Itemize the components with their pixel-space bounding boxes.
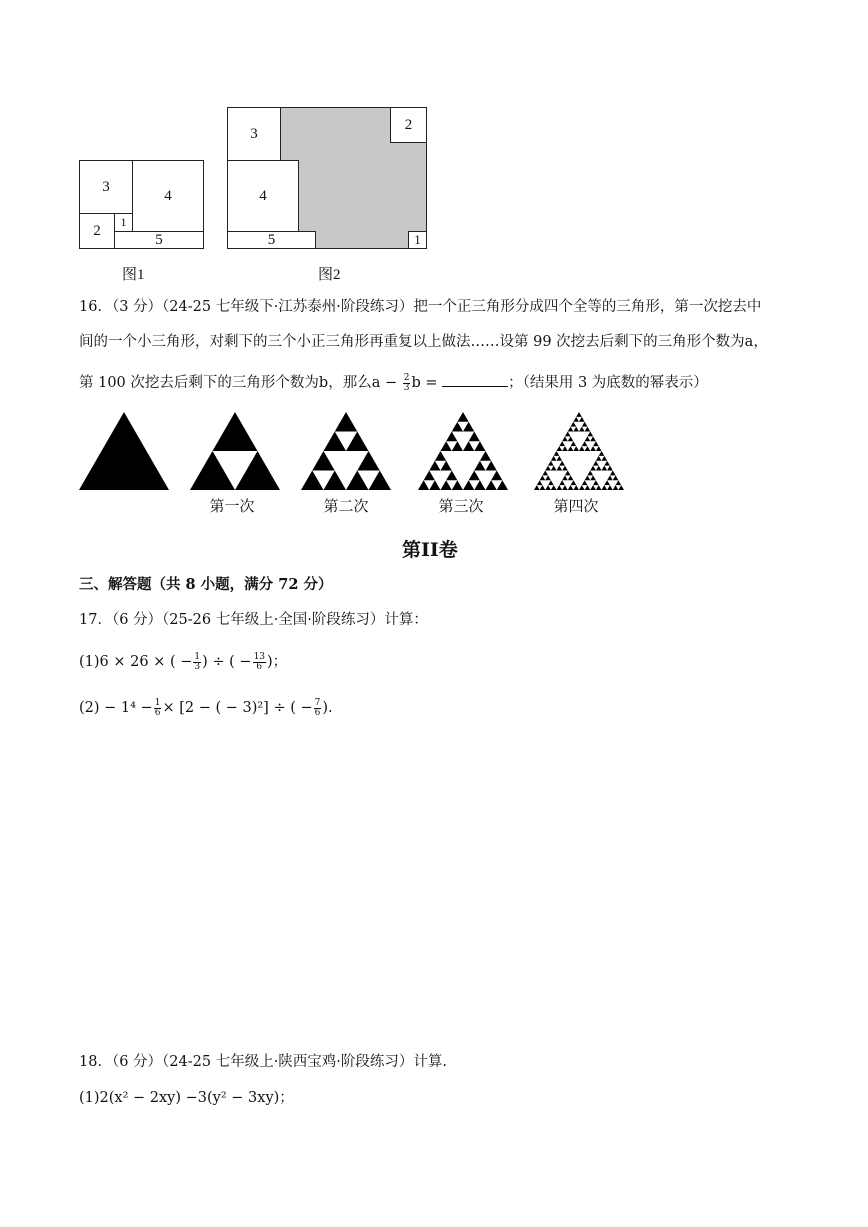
sierpinski-triangle bbox=[474, 461, 485, 471]
sierpinski-iteration-2 bbox=[301, 412, 391, 490]
sierpinski-triangle bbox=[610, 471, 616, 476]
sierpinski-triangle bbox=[602, 485, 608, 490]
sierpinski-triangle bbox=[576, 412, 582, 417]
sierpinski-triangle bbox=[486, 461, 497, 471]
sierpinski-triangle bbox=[562, 466, 568, 471]
q16-line-2: 间的一个小三角形，对剩下的三个小正三角形再重复以上做法……设第 99 次挖去后剩下的三角形个数为a， bbox=[79, 334, 768, 350]
sierpinski-triangle bbox=[582, 480, 588, 485]
square-4: 4 bbox=[227, 160, 299, 232]
sierpinski-triangle bbox=[429, 480, 440, 490]
sierpinski-triangle bbox=[571, 441, 577, 446]
sierpinski-triangle bbox=[562, 446, 568, 451]
sierpinski-triangle bbox=[568, 446, 574, 451]
sierpinski-triangle bbox=[324, 471, 347, 490]
sierpinski-triangle bbox=[463, 441, 474, 451]
sierpinski-triangle bbox=[579, 417, 585, 422]
sierpinski-triangle bbox=[457, 412, 468, 422]
sierpinski-triangle bbox=[551, 466, 557, 471]
sierpinski-triangle bbox=[602, 456, 608, 461]
sierpinski-triangle bbox=[573, 427, 579, 432]
sierpinski-triangle bbox=[599, 451, 605, 456]
sierpinski-iteration-3 bbox=[418, 412, 508, 490]
sierpinski-triangle bbox=[312, 451, 335, 470]
sierpinski-triangle bbox=[557, 456, 563, 461]
sierpinski-triangle bbox=[537, 480, 543, 485]
rect-5: 5 bbox=[227, 231, 316, 249]
sierpinski-triangle bbox=[548, 461, 554, 466]
sierpinski-triangle bbox=[213, 412, 258, 451]
sierpinski-triangle bbox=[562, 475, 568, 480]
fraction-thirteen-sixths: $\frac{13}{6}$ bbox=[253, 651, 266, 672]
sierpinski-triangle bbox=[579, 446, 585, 451]
sierpinski-triangle bbox=[562, 485, 568, 490]
sierpinski-caption-2: 第二次 bbox=[323, 497, 369, 515]
sierpinski-triangle bbox=[545, 485, 551, 490]
sierpinski-triangle bbox=[497, 480, 508, 490]
sierpinski-triangle bbox=[568, 436, 574, 441]
q17-header: 17．（6 分）（25-26 七年级上·全国·阶段练习）计算： bbox=[79, 612, 428, 628]
sierpinski-triangle bbox=[565, 432, 571, 437]
fraction-one-sixth: $\frac{1}{6}$ bbox=[154, 697, 161, 718]
sierpinski-triangle bbox=[559, 461, 565, 466]
sierpinski-triangle bbox=[79, 412, 169, 490]
sierpinski-triangle bbox=[463, 480, 474, 490]
sierpinski-triangle bbox=[559, 441, 565, 446]
sierpinski-triangle bbox=[602, 466, 608, 471]
sierpinski-triangle bbox=[486, 480, 497, 490]
figure-2 bbox=[227, 107, 427, 249]
sierpinski-triangle bbox=[301, 471, 324, 490]
sierpinski-triangle bbox=[469, 471, 480, 481]
sierpinski-triangle bbox=[596, 485, 602, 490]
sierpinski-triangle bbox=[579, 485, 585, 490]
sierpinski-triangle bbox=[590, 436, 596, 441]
q17-part-2: (2) − 1⁴ − $\frac{1}{6}$ × [2 − ( − 3)²] ÷ ( − $\frac{7}{6}$ ). bbox=[79, 697, 333, 718]
sierpinski-triangle bbox=[435, 451, 446, 461]
fraction-two-thirds: $\frac{2}{3}$ bbox=[403, 372, 410, 393]
sierpinski-triangle bbox=[562, 436, 568, 441]
sierpinski-triangle bbox=[554, 451, 560, 456]
sierpinski-triangle bbox=[607, 485, 613, 490]
sierpinski-triangle bbox=[452, 422, 463, 432]
sierpinski-triangle bbox=[607, 466, 613, 471]
sierpinski-triangle bbox=[452, 480, 463, 490]
sierpinski-triangle bbox=[369, 471, 392, 490]
sierpinski-triangle bbox=[557, 466, 563, 471]
sierpinski-triangle bbox=[474, 480, 485, 490]
sierpinski-iteration-0 bbox=[79, 412, 169, 490]
square-3: 3 bbox=[227, 107, 281, 161]
sierpinski-iteration-1 bbox=[190, 412, 280, 490]
figure-2-caption: 图2 bbox=[318, 267, 341, 283]
square-4: 4 bbox=[132, 160, 204, 232]
sierpinski-triangle bbox=[452, 441, 463, 451]
sierpinski-triangle bbox=[596, 446, 602, 451]
expr-b: b = bbox=[411, 375, 443, 391]
sierpinski-triangle bbox=[480, 451, 491, 461]
sierpinski-triangle bbox=[585, 485, 591, 490]
fraction-seven-sixths: $\frac{7}{6}$ bbox=[314, 697, 321, 718]
sierpinski-triangle bbox=[474, 441, 485, 451]
sierpinski-triangle bbox=[491, 471, 502, 481]
sierpinski-triangle bbox=[446, 432, 457, 442]
sierpinski-triangle bbox=[463, 422, 474, 432]
sierpinski-triangle bbox=[596, 466, 602, 471]
sierpinski-triangle bbox=[604, 461, 610, 466]
sierpinski-triangle bbox=[587, 471, 593, 476]
sierpinski-caption-4: 第四次 bbox=[553, 497, 599, 515]
rect-5: 5 bbox=[114, 231, 204, 249]
sierpinski-triangle bbox=[571, 422, 577, 427]
sierpinski-caption-1: 第一次 bbox=[209, 497, 255, 515]
sierpinski-triangle bbox=[548, 480, 554, 485]
sierpinski-iteration-4 bbox=[534, 412, 624, 490]
q16-line-3: 第 100 次挖去后剩下的三角形个数为b，那么a − $\frac{2}{3}$ b = ；（结果用 3 为底数的幂表示） bbox=[79, 372, 708, 393]
sierpinski-triangle bbox=[613, 485, 619, 490]
sierpinski-triangle bbox=[534, 485, 540, 490]
answer-blank[interactable] bbox=[442, 372, 508, 387]
sierpinski-triangle bbox=[585, 475, 591, 480]
sierpinski-triangle bbox=[618, 485, 624, 490]
sierpinski-triangle bbox=[551, 456, 557, 461]
sierpinski-triangle bbox=[568, 475, 574, 480]
sierpinski-triangle bbox=[441, 480, 452, 490]
sierpinski-triangle bbox=[582, 441, 588, 446]
sierpinski-triangle bbox=[568, 485, 574, 490]
figure-1 bbox=[79, 160, 204, 249]
sierpinski-triangle bbox=[571, 480, 577, 485]
expr-a: a − bbox=[371, 375, 402, 391]
sierpinski-triangle bbox=[568, 427, 574, 432]
sierpinski-triangle bbox=[616, 480, 622, 485]
sierpinski-triangle bbox=[346, 432, 369, 451]
sierpinski-triangle bbox=[585, 446, 591, 451]
section-3-heading: 三、解答题（共 8 小题，满分 72 分） bbox=[79, 576, 333, 593]
square-2: 2 bbox=[390, 107, 427, 143]
sierpinski-triangle bbox=[590, 475, 596, 480]
sierpinski-triangle bbox=[335, 412, 358, 431]
sierpinski-triangle bbox=[324, 432, 347, 451]
q18-header: 18．（6 分）（24-25 七年级上·陕西宝鸡·阶段练习）计算. bbox=[79, 1054, 448, 1070]
sierpinski-triangle bbox=[545, 475, 551, 480]
sierpinski-triangle bbox=[429, 461, 440, 471]
sierpinski-triangle bbox=[424, 471, 435, 481]
sierpinski-triangle bbox=[418, 480, 429, 490]
sierpinski-triangle bbox=[587, 432, 593, 437]
sierpinski-triangle bbox=[596, 456, 602, 461]
sierpinski-triangle bbox=[446, 471, 457, 481]
sierpinski-triangle bbox=[557, 485, 563, 490]
square-3: 3 bbox=[79, 160, 133, 214]
sierpinski-triangle bbox=[593, 441, 599, 446]
sierpinski-triangle bbox=[542, 471, 548, 476]
sierpinski-triangle bbox=[346, 471, 369, 490]
sierpinski-triangle bbox=[604, 480, 610, 485]
sierpinski-triangle bbox=[579, 427, 585, 432]
fraction-one-third: $\frac{1}{3}$ bbox=[194, 651, 201, 672]
sierpinski-triangle bbox=[585, 427, 591, 432]
sierpinski-triangle bbox=[235, 451, 280, 490]
variable-b: b bbox=[318, 375, 329, 391]
sierpinski-triangle bbox=[190, 451, 235, 490]
sierpinski-triangle bbox=[590, 485, 596, 490]
sierpinski-triangle bbox=[441, 461, 452, 471]
sierpinski-triangle bbox=[582, 422, 588, 427]
sierpinski-triangle bbox=[559, 480, 565, 485]
square-1: 1 bbox=[114, 213, 133, 232]
square-2: 2 bbox=[79, 213, 115, 249]
section-2-title: 第II卷 bbox=[402, 539, 458, 561]
sierpinski-triangle bbox=[590, 466, 596, 471]
sierpinski-triangle bbox=[593, 480, 599, 485]
sierpinski-triangle bbox=[357, 451, 380, 470]
sierpinski-triangle bbox=[557, 446, 563, 451]
figure-1-caption: 图1 bbox=[122, 267, 145, 283]
sierpinski-triangle bbox=[593, 461, 599, 466]
sierpinski-triangle bbox=[573, 446, 579, 451]
sierpinski-triangle bbox=[540, 475, 546, 480]
square-1: 1 bbox=[408, 231, 427, 249]
sierpinski-triangle bbox=[590, 446, 596, 451]
q16-line-1: 16．（3 分）（24-25 七年级下·江苏泰州·阶段练习）把一个正三角形分成四个全等的三角形，第一次挖去中 bbox=[79, 299, 762, 315]
sierpinski-triangle bbox=[613, 475, 619, 480]
sierpinski-caption-3: 第三次 bbox=[438, 497, 484, 515]
sierpinski-triangle bbox=[573, 417, 579, 422]
sierpinski-triangle bbox=[551, 485, 557, 490]
q18-part-1: (1)2(x² − 2xy) −3(y² − 3xy)； bbox=[79, 1090, 294, 1106]
sierpinski-triangle bbox=[565, 471, 571, 476]
sierpinski-triangle bbox=[441, 441, 452, 451]
sierpinski-triangle bbox=[573, 485, 579, 490]
sierpinski-triangle bbox=[469, 432, 480, 442]
q17-part-1: (1)6 × 26 × ( − $\frac{1}{3}$ ) ÷ ( − $\frac{13}{6}$ )； bbox=[79, 651, 288, 672]
sierpinski-triangle bbox=[585, 436, 591, 441]
sierpinski-triangle bbox=[607, 475, 613, 480]
variable-a: a bbox=[744, 334, 754, 350]
sierpinski-triangle bbox=[545, 466, 551, 471]
sierpinski-triangle bbox=[540, 485, 546, 490]
